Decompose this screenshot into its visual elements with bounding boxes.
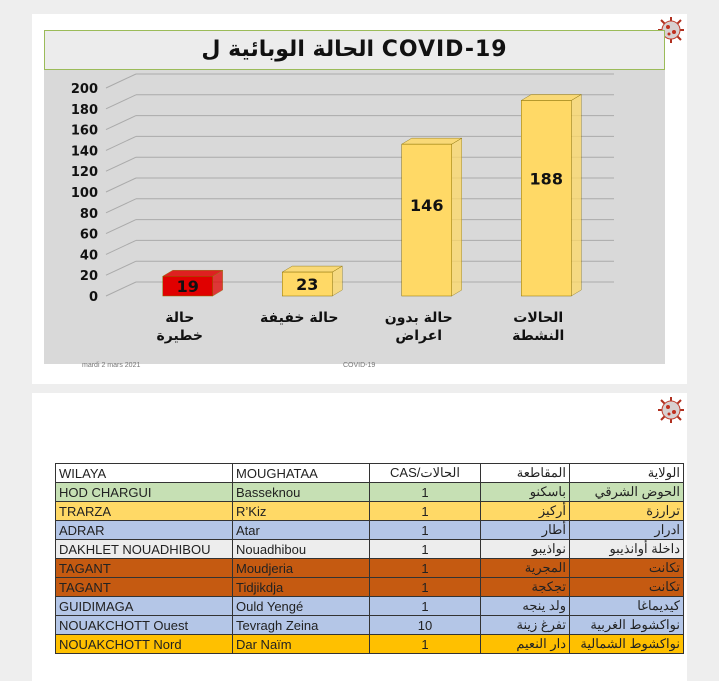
table-cell: Basseknou (233, 483, 370, 502)
y-tick-label: 40 (79, 248, 98, 264)
bar-front (402, 144, 452, 296)
table-cell: Dar Naïm (233, 635, 370, 654)
table-cell: تفرغ زينة (481, 616, 570, 635)
gridline-diagonal (106, 116, 136, 130)
table-cell: المجرية (481, 559, 570, 578)
y-tick-label: 0 (88, 290, 98, 305)
bar-data-label: 146 (410, 195, 444, 215)
table-cell: كيديماغا (570, 597, 684, 616)
y-tick-label: 160 (70, 123, 98, 139)
slide-table (32, 393, 687, 681)
y-tick-label: 100 (70, 186, 98, 201)
table-cell: 1 (370, 521, 481, 540)
bar-data-label: 188 (529, 169, 563, 189)
gridline-diagonal (106, 74, 136, 88)
table-cell: 1 (370, 597, 481, 616)
table-row (56, 483, 684, 502)
bar-data-label: 19 (176, 277, 199, 297)
table-cell: الحوض الشرقي (570, 483, 684, 502)
bar-chart (44, 30, 665, 364)
category-label: اعراض (395, 328, 443, 344)
table-cell: باسكنو (481, 483, 570, 502)
table-cell: 1 (370, 559, 481, 578)
bar-side (452, 138, 462, 296)
table-cell: NOUAKCHOTT Ouest (56, 616, 233, 635)
table-row (56, 559, 684, 578)
table-cell: ولد ينجه (481, 597, 570, 616)
bar-side (571, 94, 581, 296)
bar (402, 138, 462, 296)
table-header-cell: المقاطعة (481, 464, 570, 483)
table-cell: TAGANT (56, 559, 233, 578)
table-cell: ترارزة (570, 502, 684, 521)
table-cell: 10 (370, 616, 481, 635)
gridline-diagonal (106, 199, 136, 213)
category-label: حالة (165, 310, 195, 326)
y-tick-label: 200 (70, 82, 98, 97)
table-cell: أطار (481, 521, 570, 540)
table-cell: Atar (233, 521, 370, 540)
footer-label: COVID-19 (343, 362, 376, 369)
table-cell: نواكشوط الغربية (570, 616, 684, 635)
table-cell: تكانت (570, 559, 684, 578)
coronavirus-icon (657, 396, 685, 424)
table-row (56, 597, 684, 616)
table-cell: نواذيبو (481, 540, 570, 559)
table-row (56, 521, 684, 540)
table-cell: GUIDIMAGA (56, 597, 233, 616)
gridline-diagonal (106, 261, 136, 275)
table-row (56, 635, 684, 654)
table-cell: نواكشوط الشمالية (570, 635, 684, 654)
table-cell: Nouadhibou (233, 540, 370, 559)
y-tick-label: 140 (70, 144, 98, 160)
table-header-cell: MOUGHATAA (233, 464, 370, 483)
bar-top (163, 270, 223, 276)
footer-date: mardi 2 mars 2021 (82, 362, 141, 369)
table-cell: Tevragh Zeina (233, 616, 370, 635)
table-cell: Tidjikdja (233, 578, 370, 597)
bar-front (521, 100, 571, 296)
table-cell: دار النعيم (481, 635, 570, 654)
category-label: النشطة (512, 328, 565, 344)
gridline-diagonal (106, 157, 136, 171)
gridline-diagonal (106, 136, 136, 150)
gridline-diagonal (106, 220, 136, 234)
table-cell: R’Kiz (233, 502, 370, 521)
category-label: حالة خفيفة (260, 310, 339, 326)
table-cell: 1 (370, 635, 481, 654)
cases-table (55, 463, 684, 654)
gridline-diagonal (106, 178, 136, 192)
table-cell: ADRAR (56, 521, 233, 540)
y-tick-label: 60 (79, 227, 98, 243)
table-row (56, 616, 684, 635)
table-cell: 1 (370, 483, 481, 502)
table-cell: 1 (370, 502, 481, 521)
table-cell: داخلة أوانذيبو (570, 540, 684, 559)
table-cell: Ould Yengé (233, 597, 370, 616)
category-label: خطيرة (156, 328, 203, 344)
table-cell: 1 (370, 540, 481, 559)
bar-top (521, 94, 581, 100)
table-cell: تكانت (570, 578, 684, 597)
bar (521, 94, 581, 296)
table-row (56, 502, 684, 521)
gridline-diagonal (106, 240, 136, 254)
table-cell: ادرار (570, 521, 684, 540)
table-cell: TAGANT (56, 578, 233, 597)
y-tick-label: 80 (79, 206, 98, 222)
table-row (56, 578, 684, 597)
table-cell: Moudjeria (233, 559, 370, 578)
table-header-row (56, 464, 684, 483)
bar-top (282, 266, 342, 272)
table-header-cell: CAS/الحالات (370, 464, 481, 483)
y-tick-label: 120 (70, 165, 98, 181)
slide-chart (32, 14, 687, 384)
table-cell: TRARZA (56, 502, 233, 521)
chart-title: الحالة الوبائية ل COVID-19 (201, 37, 508, 62)
gridline-diagonal (106, 95, 136, 109)
gridline-diagonal (106, 282, 136, 296)
bar-data-label: 23 (296, 275, 319, 295)
y-tick-label: 20 (79, 269, 98, 285)
table-header-cell: الولاية (570, 464, 684, 483)
table-cell: 1 (370, 578, 481, 597)
table-cell: HOD CHARGUI (56, 483, 233, 502)
category-label: الحالات (513, 310, 564, 326)
chart-panel (44, 30, 665, 364)
bar-top (402, 138, 462, 144)
table-row (56, 540, 684, 559)
category-label: حالة بدون (384, 310, 453, 326)
y-tick-label: 180 (70, 102, 98, 118)
table-cell: DAKHLET NOUADHIBOU (56, 540, 233, 559)
table-header-cell: WILAYA (56, 464, 233, 483)
table-cell: NOUAKCHOTT Nord (56, 635, 233, 654)
table-cell: أركيز (481, 502, 570, 521)
table-cell: تجكجة (481, 578, 570, 597)
